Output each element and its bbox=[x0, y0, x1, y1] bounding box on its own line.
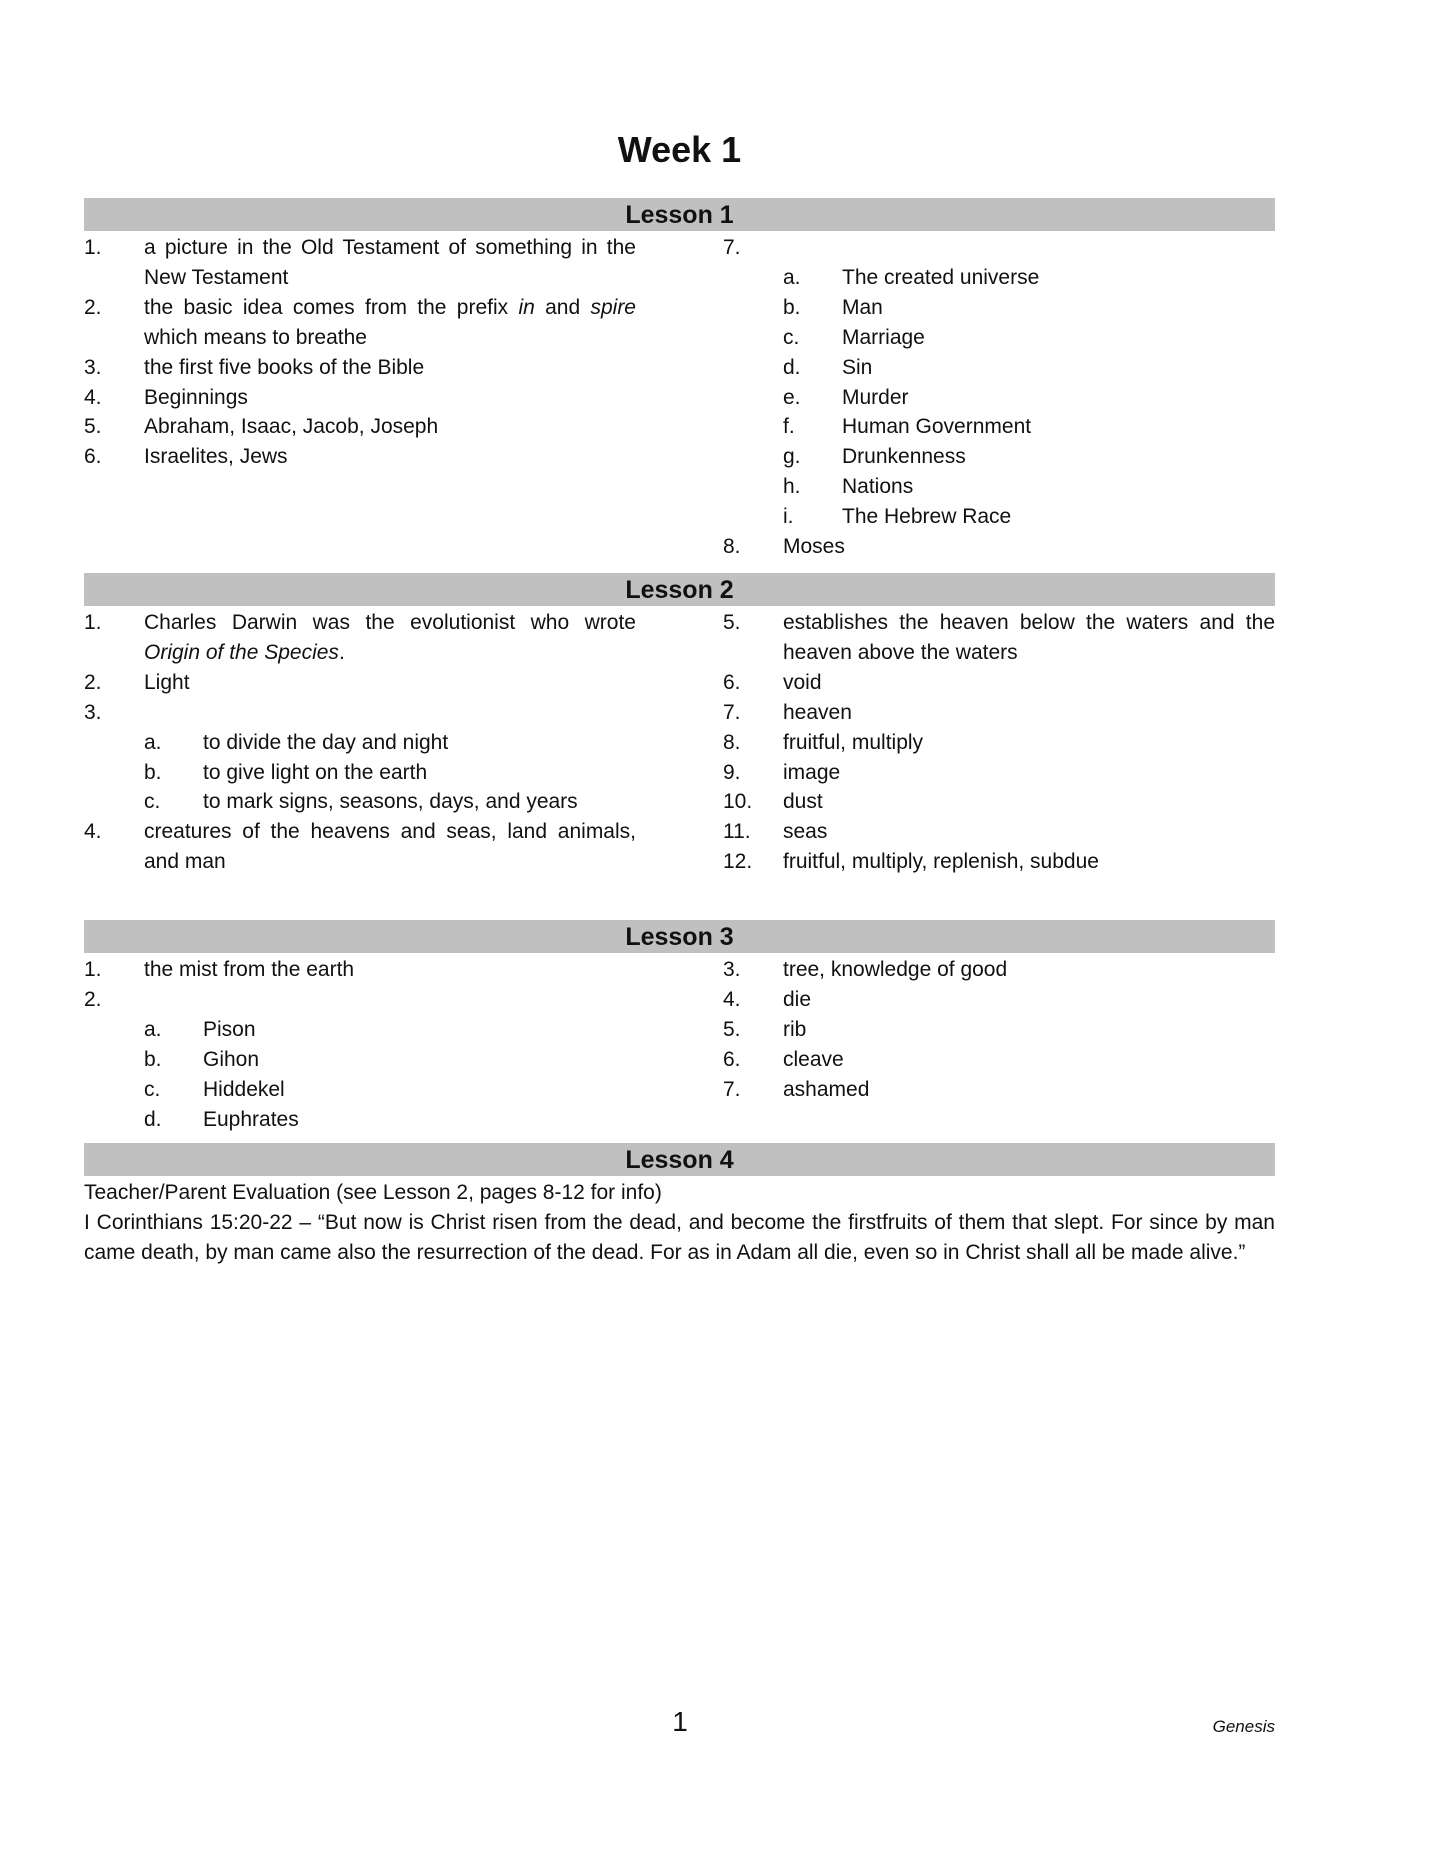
sub-letter: g. bbox=[783, 445, 801, 469]
item-text: a picture in the Old Testament of something in the New Testament bbox=[144, 236, 636, 289]
item-text bbox=[144, 608, 636, 668]
book-title: Genesis bbox=[1212, 1717, 1275, 1736]
sub-item bbox=[783, 383, 1275, 413]
text-part: Charles Darwin was the evolutionist who wrote bbox=[144, 611, 636, 634]
scripture-quote: I Corinthians 15:20-22 – “But now is Christ risen from the dead, and become the firstfruits of them that slept. For since by man came death, by man came also the resurrection of the dead. For as in Adam all die, even so in Christ shall all be made alive.” bbox=[84, 1210, 1275, 1264]
answer-item bbox=[84, 668, 636, 698]
item-number: 7. bbox=[723, 700, 741, 724]
item-text: Israelites, Jews bbox=[144, 445, 288, 469]
lesson-4-heading: Lesson 4 bbox=[84, 1143, 1275, 1176]
item-text: die bbox=[783, 987, 812, 1011]
item-number: 8. bbox=[723, 535, 741, 559]
text-part: the basic idea comes from the prefix bbox=[144, 295, 519, 319]
lesson-1-left-column bbox=[84, 233, 636, 472]
item-number: 12. bbox=[723, 850, 753, 874]
sub-text: Drunkenness bbox=[842, 445, 966, 469]
sub-item bbox=[783, 353, 1275, 383]
answer-item bbox=[723, 758, 1275, 788]
sub-text: Marriage bbox=[842, 325, 925, 349]
item-number: 4. bbox=[84, 820, 102, 844]
item-text: ashamed bbox=[783, 1077, 870, 1101]
item-number: 11. bbox=[723, 820, 751, 844]
item-number: 2. bbox=[84, 295, 102, 319]
item-number: 7. bbox=[723, 1077, 741, 1101]
sub-letter: a. bbox=[783, 265, 801, 289]
sub-item bbox=[144, 1015, 636, 1045]
item-number: 1. bbox=[84, 236, 102, 259]
page-title: Week 1 bbox=[617, 129, 742, 170]
lesson-2-heading: Lesson 2 bbox=[84, 573, 1275, 606]
lesson-2-right-column bbox=[723, 608, 1275, 877]
item-number: 5. bbox=[723, 611, 741, 634]
sub-letter: b. bbox=[144, 1047, 162, 1071]
item-text: creatures of the heavens and seas, land animals, and man bbox=[144, 820, 636, 874]
sub-letter: h. bbox=[783, 475, 801, 499]
page-number: 1 bbox=[672, 1706, 688, 1737]
sub-item bbox=[144, 758, 636, 788]
answer-item bbox=[723, 1075, 1275, 1105]
item-number: 5. bbox=[723, 1017, 741, 1041]
sub-text: to give light on the earth bbox=[203, 760, 428, 784]
item-text bbox=[144, 293, 636, 353]
answer-item bbox=[723, 787, 1275, 817]
item-text: tree, knowledge of good bbox=[783, 958, 1008, 981]
item-text: rib bbox=[783, 1017, 807, 1041]
sub-item bbox=[783, 263, 1275, 293]
item-text: Moses bbox=[783, 535, 845, 559]
answer-item bbox=[84, 353, 636, 383]
item-number: 2. bbox=[84, 987, 102, 1011]
text-part-italic: spire bbox=[590, 295, 636, 319]
answer-item bbox=[84, 608, 636, 668]
sub-item bbox=[783, 442, 1275, 472]
sub-letter: e. bbox=[783, 385, 801, 409]
item-number: 5. bbox=[84, 415, 102, 439]
answer-item bbox=[723, 985, 1275, 1015]
text-part-italic: in bbox=[518, 295, 535, 319]
sub-item bbox=[783, 472, 1275, 502]
answer-item bbox=[84, 383, 636, 413]
answer-item bbox=[723, 668, 1275, 698]
sub-text: Man bbox=[842, 295, 883, 319]
answer-item bbox=[84, 817, 636, 877]
sub-text: The created universe bbox=[842, 265, 1040, 289]
sub-text: to mark signs, seasons, days, and years bbox=[203, 790, 578, 814]
answer-item bbox=[723, 608, 1275, 668]
item-text: Beginnings bbox=[144, 385, 248, 409]
sub-letter: c. bbox=[144, 1077, 161, 1101]
answer-item bbox=[723, 1045, 1275, 1075]
item-text: Light bbox=[144, 670, 190, 694]
item-number: 1. bbox=[84, 611, 102, 634]
item-number: 3. bbox=[723, 958, 741, 981]
sub-letter: b. bbox=[144, 760, 162, 784]
answer-item bbox=[84, 985, 636, 1015]
sub-item bbox=[144, 1105, 636, 1135]
item-text bbox=[144, 985, 636, 1015]
item-number: 2. bbox=[84, 670, 102, 694]
sub-item bbox=[144, 1075, 636, 1105]
answer-item bbox=[723, 817, 1275, 847]
answer-item bbox=[84, 293, 636, 353]
sub-letter: a. bbox=[144, 1017, 162, 1041]
item-number: 4. bbox=[84, 385, 102, 409]
sub-letter: c. bbox=[783, 325, 800, 349]
sub-item bbox=[144, 1045, 636, 1075]
lesson-1-right-column bbox=[723, 233, 1275, 562]
answer-item bbox=[84, 955, 636, 985]
item-number: 7. bbox=[723, 236, 741, 259]
item-number: 6. bbox=[84, 445, 102, 469]
item-text: image bbox=[783, 760, 841, 784]
sub-text: Euphrates bbox=[203, 1107, 299, 1131]
sub-item bbox=[144, 728, 636, 758]
sub-text: Sin bbox=[842, 355, 873, 379]
sub-letter: f. bbox=[783, 415, 795, 439]
answer-item bbox=[84, 442, 636, 472]
sub-text: Gihon bbox=[203, 1047, 260, 1071]
sub-text: Murder bbox=[842, 385, 909, 409]
answer-item bbox=[723, 233, 1275, 263]
sub-letter: d. bbox=[783, 355, 801, 379]
sub-letter: b. bbox=[783, 295, 801, 319]
sub-text: Hiddekel bbox=[203, 1077, 285, 1101]
answer-item bbox=[723, 955, 1275, 985]
sub-letter: c. bbox=[144, 790, 161, 814]
sub-item bbox=[783, 502, 1275, 532]
text-part: and bbox=[534, 295, 591, 319]
item-number: 3. bbox=[84, 355, 102, 379]
lesson-2-left-column bbox=[84, 608, 636, 877]
answer-item bbox=[723, 1015, 1275, 1045]
lesson-3-left-column bbox=[84, 955, 636, 1134]
sub-text: Pison bbox=[203, 1017, 256, 1041]
item-text bbox=[144, 698, 636, 728]
sub-item bbox=[783, 293, 1275, 323]
item-text bbox=[783, 233, 1275, 263]
item-text: void bbox=[783, 670, 822, 694]
item-number: 8. bbox=[723, 730, 741, 754]
answer-item bbox=[84, 412, 636, 442]
answer-item bbox=[84, 698, 636, 728]
item-text: fruitful, multiply bbox=[783, 730, 924, 754]
answer-item bbox=[723, 532, 1275, 562]
answer-item bbox=[723, 847, 1275, 877]
text-part: which means to breathe bbox=[144, 325, 367, 349]
item-text: cleave bbox=[783, 1047, 844, 1071]
sub-text: The Hebrew Race bbox=[842, 505, 1012, 529]
item-text: establishes the heaven below the waters and the heaven above the waters bbox=[783, 611, 1275, 664]
text-part-italic: Origin of the Species bbox=[144, 640, 339, 664]
text-part: . bbox=[338, 640, 345, 664]
lesson-3-heading: Lesson 3 bbox=[84, 920, 1275, 953]
answer-item bbox=[84, 233, 636, 293]
item-text: the mist from the earth bbox=[144, 958, 355, 981]
item-text: heaven bbox=[783, 700, 852, 724]
sub-text: Human Government bbox=[842, 415, 1032, 439]
lesson-4-content bbox=[84, 1178, 1275, 1268]
sub-letter: d. bbox=[144, 1107, 162, 1131]
sub-text: Nations bbox=[842, 475, 914, 499]
item-text: dust bbox=[783, 790, 823, 814]
sub-item bbox=[144, 787, 636, 817]
evaluation-note: Teacher/Parent Evaluation (see Lesson 2, pages 8-12 for info) bbox=[84, 1181, 662, 1204]
answer-item bbox=[723, 698, 1275, 728]
sub-item bbox=[783, 323, 1275, 353]
item-text: fruitful, multiply, replenish, subdue bbox=[783, 850, 1099, 874]
item-number: 1. bbox=[84, 958, 102, 981]
item-number: 3. bbox=[84, 700, 102, 724]
item-text: Abraham, Isaac, Jacob, Joseph bbox=[144, 415, 439, 439]
item-text: the first five books of the Bible bbox=[144, 355, 425, 379]
sub-text: to divide the day and night bbox=[203, 730, 449, 754]
item-number: 10. bbox=[723, 790, 753, 814]
item-number: 9. bbox=[723, 760, 741, 784]
sub-letter: a. bbox=[144, 730, 162, 754]
item-number: 4. bbox=[723, 987, 741, 1011]
lesson-3-right-column bbox=[723, 955, 1275, 1105]
lesson-1-heading: Lesson 1 bbox=[84, 198, 1275, 231]
item-text: seas bbox=[783, 820, 828, 844]
item-number: 6. bbox=[723, 670, 741, 694]
answer-item bbox=[723, 728, 1275, 758]
item-number: 6. bbox=[723, 1047, 741, 1071]
sub-letter: i. bbox=[783, 505, 794, 529]
sub-item bbox=[783, 412, 1275, 442]
